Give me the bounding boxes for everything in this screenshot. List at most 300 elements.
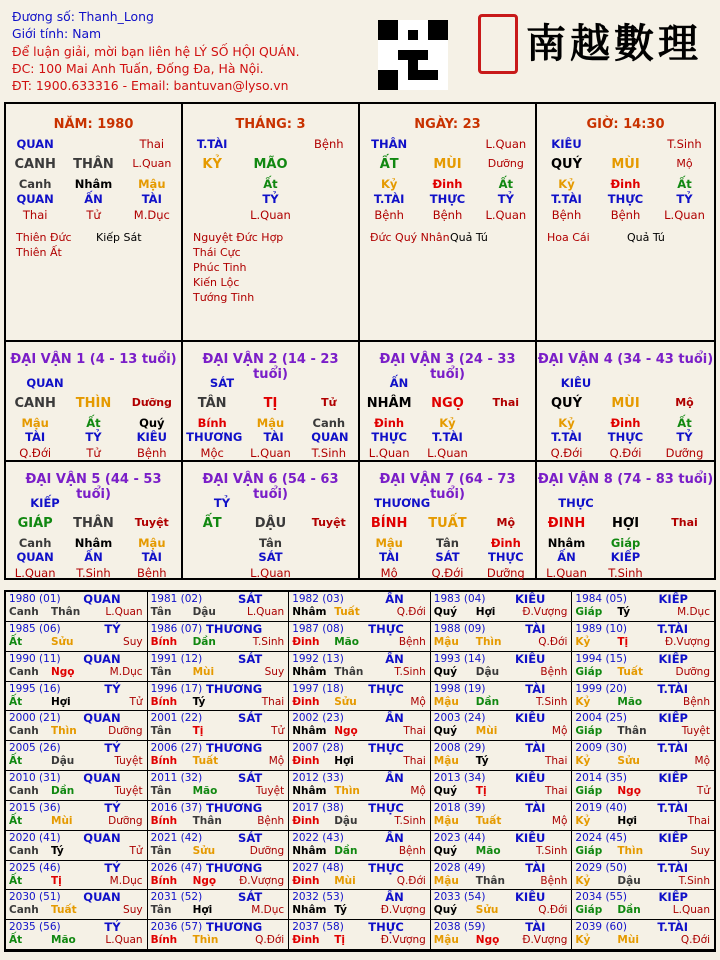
dai-van-title: ĐẠI VẬN 8 (74 - 83 tuổi) xyxy=(537,472,714,487)
year-stem: Kỷ xyxy=(575,635,591,648)
dai-van-status: Mộ xyxy=(675,396,694,409)
year-label: 1988 (09) xyxy=(433,622,486,635)
hidden-stem xyxy=(660,536,710,550)
pillar-branch-status xyxy=(304,157,354,172)
year-branch: Tị xyxy=(192,725,204,738)
hidden-god: ẤN xyxy=(84,550,103,564)
year-label: 2008 (29) xyxy=(433,742,486,755)
year-cell xyxy=(289,831,431,861)
year-god: THƯƠNG xyxy=(206,860,263,875)
hidden-status: Dưỡng xyxy=(665,446,704,460)
year-god: QUAN xyxy=(83,711,121,726)
year-cell xyxy=(289,592,431,622)
year-status: Tử xyxy=(129,695,143,708)
hidden-god: SÁT xyxy=(435,550,460,564)
hidden-status-row xyxy=(183,566,358,580)
hidden-god: TÀI xyxy=(263,430,284,444)
hidden-stem: Đinh xyxy=(610,416,641,430)
year-stem: Ất xyxy=(9,814,23,827)
year-status: Thai xyxy=(544,785,568,797)
year-god: SÁT xyxy=(238,592,263,606)
hidden-god: KIẾP xyxy=(610,550,641,564)
year-status: Tuyệt xyxy=(681,725,710,738)
hidden-god: TÀI xyxy=(25,430,46,444)
year-status: Đ.Vượng xyxy=(664,635,710,648)
hidden-stem xyxy=(187,536,237,550)
year-label: 2001 (22) xyxy=(150,712,203,725)
hidden-status: Q.Đới xyxy=(431,566,464,580)
hidden-stem: Canh xyxy=(18,536,52,550)
year-status: Thai xyxy=(403,755,426,768)
year-god: QUAN xyxy=(83,651,121,666)
hidden-stem xyxy=(304,177,354,191)
hidden-status xyxy=(481,446,531,460)
hidden-god-row xyxy=(183,192,358,206)
hidden-stem: Kỷ xyxy=(439,416,456,430)
year-label: 1995 (16) xyxy=(9,682,61,695)
hidden-status: Tử xyxy=(86,208,101,222)
spacer xyxy=(68,137,118,151)
year-god: SÁT xyxy=(238,651,263,666)
year-label: 2022 (43) xyxy=(292,831,344,844)
hidden-status xyxy=(187,208,237,222)
year-stem: Đinh xyxy=(292,635,320,648)
dai-van-cell xyxy=(360,462,537,580)
pillar-stem: KỶ xyxy=(202,157,222,172)
year-god: TÀI xyxy=(525,621,546,636)
year-branch: Thìn xyxy=(192,934,219,947)
year-god: KIẾP xyxy=(658,711,688,726)
hidden-god-row xyxy=(6,192,181,206)
star-label: Kiến Lộc xyxy=(193,276,240,289)
pillar-god: QUAN xyxy=(16,137,54,151)
year-branch: Mão xyxy=(334,635,359,648)
year-cell xyxy=(6,831,148,861)
year-branch: Tý xyxy=(51,844,64,857)
yearly-luck-grid xyxy=(4,590,716,952)
star-label: Kiếp Sát xyxy=(96,231,142,244)
year-branch: Tuất xyxy=(192,755,219,768)
dai-van-status: Tử xyxy=(321,396,337,409)
star-label: Thiên Đức xyxy=(16,231,72,244)
dai-van-title: ĐẠI VẬN 4 (34 - 43 tuổi) xyxy=(537,352,714,367)
dai-van-stem: QUÝ xyxy=(550,396,583,411)
dai-van-title: ĐẠI VẬN 2 (14 - 23 tuổi) xyxy=(202,352,339,382)
hidden-god-row xyxy=(360,430,535,444)
pillar-stars-left xyxy=(193,230,283,305)
year-label: 2025 (46) xyxy=(9,861,61,874)
dai-van-stem-row xyxy=(537,516,714,531)
year-cell xyxy=(289,890,431,920)
spacer xyxy=(422,137,472,151)
hidden-status xyxy=(660,566,710,580)
year-god: KIÊU xyxy=(515,651,546,666)
year-status: Thai xyxy=(403,725,426,738)
hidden-status: Thai xyxy=(22,208,48,222)
hidden-stem: Bính xyxy=(197,416,227,430)
year-cell xyxy=(148,861,290,891)
hidden-god: THỰC xyxy=(607,430,644,444)
year-branch: Hợi xyxy=(617,814,637,827)
pillar-title: NĂM: 1980 xyxy=(53,117,134,132)
hidden-stem-row xyxy=(183,177,358,191)
pillar-stars-left xyxy=(547,230,590,245)
year-god: ẤN xyxy=(385,651,404,666)
year-god: ẤN xyxy=(385,592,404,606)
dai-van-stem-row xyxy=(360,516,535,531)
hidden-status: T.Sinh xyxy=(608,566,643,580)
year-god: QUAN xyxy=(83,592,121,606)
year-stem: Bính xyxy=(150,695,178,708)
year-god: KIẾP xyxy=(658,830,688,845)
year-label: 1997 (18) xyxy=(292,682,344,695)
hidden-status-row xyxy=(6,208,181,222)
year-stem: Quý xyxy=(433,785,458,797)
year-branch: Tuất xyxy=(334,606,360,618)
year-label: 1989 (10) xyxy=(575,622,628,635)
spacer xyxy=(245,137,295,151)
year-branch: Ngọ xyxy=(51,665,75,678)
year-cell xyxy=(431,771,573,801)
year-status: Tuyệt xyxy=(114,785,143,797)
hidden-status: Mộ xyxy=(380,566,398,580)
hidden-status: Dưỡng xyxy=(486,566,525,580)
year-status: T.Sinh xyxy=(252,635,285,648)
dai-van-god-row xyxy=(537,376,714,390)
hidden-status: Bệnh xyxy=(374,208,404,222)
hidden-god xyxy=(187,550,237,564)
year-stem: Mậu xyxy=(433,814,459,827)
dai-van-title: ĐẠI VẬN 7 (64 - 73 tuổi) xyxy=(379,472,516,502)
year-cell xyxy=(431,831,573,861)
hidden-god: THỰC xyxy=(488,550,524,564)
year-status: Thai xyxy=(544,755,568,768)
brand-logo: 南越數理 xyxy=(526,20,702,67)
year-cell xyxy=(572,682,714,712)
year-cell xyxy=(289,622,431,652)
hidden-god xyxy=(481,430,531,444)
year-branch: Dần xyxy=(617,904,641,917)
year-label: 2017 (38) xyxy=(292,801,344,814)
dai-van-god: KIẾP xyxy=(30,496,60,510)
year-cell xyxy=(6,920,148,950)
hidden-god-row xyxy=(537,550,714,564)
dai-van-branch: NGỌ xyxy=(431,396,464,411)
year-label: 2028 (49) xyxy=(433,861,486,874)
year-branch: Thìn xyxy=(617,844,644,857)
dai-van-god-row xyxy=(537,496,714,510)
year-stem: Giáp xyxy=(575,785,603,797)
dai-van-cell xyxy=(360,342,537,460)
year-god: ẤN xyxy=(385,830,404,845)
hidden-status-row xyxy=(183,208,358,222)
year-status: Q.Đới xyxy=(396,874,426,887)
year-label: 2027 (48) xyxy=(292,861,344,874)
year-branch: Tị xyxy=(475,785,487,797)
year-cell xyxy=(148,652,290,682)
year-stem: Tân xyxy=(150,725,172,738)
year-god: THỰC xyxy=(368,621,404,636)
year-god: T.TÀI xyxy=(657,800,688,815)
year-branch: Ngọ xyxy=(475,934,500,947)
dai-van-branch: TUẤT xyxy=(428,516,467,531)
year-god: TỶ xyxy=(104,741,121,756)
hidden-stem: Đinh xyxy=(490,536,521,550)
hidden-status: L.Quan xyxy=(485,208,527,222)
year-branch: Ngọ xyxy=(334,725,358,738)
year-status: Mộ xyxy=(410,695,426,708)
hidden-stem-row xyxy=(183,416,358,430)
hidden-stem: Ất xyxy=(498,177,514,191)
year-cell xyxy=(431,920,573,950)
hidden-god: T.TÀI xyxy=(373,192,405,206)
pillar-stars-left xyxy=(16,230,72,260)
year-stem: Quý xyxy=(433,844,458,857)
dai-van-cell xyxy=(6,342,183,460)
year-label: 2033 (54) xyxy=(433,891,486,904)
pillar-stem-branch-row xyxy=(537,157,714,172)
year-status: T.Sinh xyxy=(678,874,710,887)
pillar-stars-right xyxy=(627,230,665,245)
hidden-god: TỶ xyxy=(676,192,693,206)
year-god: THỰC xyxy=(368,920,404,935)
dai-van-stem-row xyxy=(6,396,181,411)
year-label: 2012 (33) xyxy=(292,772,344,784)
dai-van-branch: MÙI xyxy=(611,396,640,411)
pillar-stem: CANH xyxy=(14,157,56,172)
year-cell xyxy=(289,771,431,801)
dai-van-title: ĐẠI VẬN 6 (54 - 63 tuổi) xyxy=(202,472,339,502)
year-stem: Giáp xyxy=(575,606,603,618)
year-stem: Ất xyxy=(9,695,23,708)
year-branch: Sửu xyxy=(192,844,216,857)
year-stem: Bính xyxy=(150,755,178,768)
dai-van-god-row xyxy=(360,376,535,390)
year-label: 2036 (57) xyxy=(150,921,203,934)
hidden-stem: Nhâm xyxy=(74,177,113,191)
year-status: M.Dục xyxy=(677,606,710,618)
hidden-god-row xyxy=(537,430,714,444)
year-label: 2030 (51) xyxy=(9,891,61,904)
dai-van-stem: TÂN xyxy=(197,396,227,411)
hidden-stem-row xyxy=(360,416,535,430)
year-stem: Kỷ xyxy=(575,755,591,768)
year-god: THƯƠNG xyxy=(206,741,263,756)
year-cell xyxy=(431,861,573,891)
year-label: 2003 (24) xyxy=(433,712,486,725)
dai-van-title: ĐẠI VẬN 5 (44 - 53 tuổi) xyxy=(25,472,162,502)
year-label: 2029 (50) xyxy=(575,861,628,874)
year-label: 1993 (14) xyxy=(433,652,486,665)
year-status: Q.Đới xyxy=(538,635,568,648)
hidden-status: Tử xyxy=(86,446,101,460)
year-branch: Tý xyxy=(475,755,489,768)
year-branch: Mão xyxy=(192,785,218,797)
pillar-branch: MÙI xyxy=(611,157,640,172)
hidden-stem: Ất xyxy=(677,177,692,191)
year-status: Mộ xyxy=(694,755,710,768)
year-stem: Kỷ xyxy=(575,934,591,947)
year-god: T.TÀI xyxy=(657,920,688,935)
year-cell xyxy=(148,771,290,801)
pillar-stars-left xyxy=(370,230,450,245)
dai-van-cell xyxy=(537,342,714,460)
year-label: 1983 (04) xyxy=(433,593,486,605)
pillar-cell xyxy=(6,104,183,340)
year-god: SÁT xyxy=(238,830,263,845)
year-branch: Dần xyxy=(334,844,358,857)
hidden-status: M.Dục xyxy=(133,208,170,222)
dai-van-branch: HỢI xyxy=(611,516,640,531)
year-god: T.TÀI xyxy=(657,681,688,696)
pillar-gods-row xyxy=(6,137,181,151)
year-cell xyxy=(6,801,148,831)
year-status: Đ.Vượng xyxy=(380,934,426,947)
pillar-gods-row xyxy=(183,137,358,151)
hidden-god-row xyxy=(6,430,181,444)
year-branch: Thân xyxy=(192,814,222,827)
year-stem: Nhâm xyxy=(292,844,327,857)
year-stem: Giáp xyxy=(575,904,603,917)
year-cell xyxy=(6,682,148,712)
star-label: Quả Tú xyxy=(450,231,488,244)
pillar-gods-row xyxy=(360,137,535,151)
hidden-god-row xyxy=(537,192,714,206)
year-branch: Mùi xyxy=(617,934,639,947)
pillar-god-status: T.Sinh xyxy=(667,137,702,151)
year-cell xyxy=(148,622,290,652)
dai-van-status: Mộ xyxy=(496,516,516,529)
year-branch: Tị xyxy=(334,934,345,947)
year-label: 2006 (27) xyxy=(150,742,203,755)
dai-van-stem-row xyxy=(537,396,714,411)
dai-van-god: THƯƠNG xyxy=(374,496,431,510)
year-status: M.Dục xyxy=(109,874,143,887)
year-branch: Mão xyxy=(51,934,76,947)
star-label: Phúc Tinh xyxy=(193,261,247,274)
year-branch: Tý xyxy=(617,606,631,618)
year-branch: Mùi xyxy=(192,665,215,678)
year-status: L.Quan xyxy=(246,606,285,618)
year-stem: Canh xyxy=(9,725,39,738)
year-stem: Đinh xyxy=(292,755,320,768)
star-label: Quả Tú xyxy=(627,231,665,244)
year-branch: Sửu xyxy=(475,904,499,917)
year-label: 1994 (15) xyxy=(575,652,628,665)
hidden-status xyxy=(187,566,237,580)
year-stem: Nhâm xyxy=(292,665,327,678)
hidden-god: TỶ xyxy=(262,192,279,206)
year-cell xyxy=(289,741,431,771)
year-branch: Dậu xyxy=(617,874,641,887)
year-branch: Tý xyxy=(334,904,347,917)
hidden-status: Q.Đới xyxy=(19,446,52,460)
hidden-status xyxy=(304,566,354,580)
year-label: 2002 (23) xyxy=(292,712,344,725)
year-status: L.Quan xyxy=(672,904,710,917)
hidden-god: ẤN xyxy=(557,550,576,564)
hidden-status: L.Quan xyxy=(250,208,291,222)
hidden-god: TỶ xyxy=(676,430,693,444)
year-god: ẤN xyxy=(385,711,404,726)
hidden-stem: Đinh xyxy=(610,177,641,191)
year-status: Q.Đới xyxy=(396,606,426,618)
year-label: 2000 (21) xyxy=(9,712,61,725)
pillar-god-status: Bệnh xyxy=(314,137,344,151)
year-stem: Bính xyxy=(150,874,178,887)
hidden-status-row xyxy=(360,208,535,222)
year-god: THƯƠNG xyxy=(206,920,263,935)
hidden-god: T.TÀI xyxy=(551,430,582,444)
year-god: KIẾP xyxy=(658,890,688,905)
pillar-gods-row xyxy=(537,137,714,151)
year-cell xyxy=(6,890,148,920)
year-branch: Dậu xyxy=(192,606,216,618)
dai-van-god: TỶ xyxy=(213,496,231,510)
year-stem: Đinh xyxy=(292,874,320,887)
year-god: KIÊU xyxy=(515,830,546,845)
hidden-status-row xyxy=(183,446,358,460)
year-god: KIẾP xyxy=(658,592,688,606)
year-cell xyxy=(6,592,148,622)
year-cell xyxy=(289,920,431,950)
year-stem: Kỷ xyxy=(575,695,591,708)
hidden-stem xyxy=(187,177,237,191)
year-stem: Mậu xyxy=(433,874,459,887)
year-stem: Tân xyxy=(150,665,172,678)
year-label: 1984 (05) xyxy=(575,593,628,605)
year-status: Mộ xyxy=(551,814,568,827)
year-stem: Ất xyxy=(9,934,23,947)
spacer xyxy=(601,137,651,151)
dai-van-god-row xyxy=(183,376,358,390)
dai-van-cell xyxy=(6,462,183,580)
hidden-stem xyxy=(304,536,354,550)
hidden-god-row xyxy=(6,550,181,564)
hidden-stem: Kỷ xyxy=(558,177,575,191)
year-branch: Tị xyxy=(51,874,62,887)
year-status: Dưỡng xyxy=(108,725,143,738)
year-status: T.Sinh xyxy=(394,665,426,678)
year-branch: Dậu xyxy=(51,755,75,768)
dai-van-cell xyxy=(183,342,360,460)
year-cell xyxy=(289,682,431,712)
dai-van-status: Tuyệt xyxy=(311,516,346,529)
year-label: 2026 (47) xyxy=(150,861,203,874)
hidden-status: Q.Đới xyxy=(609,446,642,460)
hidden-status-row xyxy=(360,446,535,460)
year-stem: Tân xyxy=(150,844,172,857)
dai-van-branch: THÂN xyxy=(73,516,114,531)
pillar-stars-right xyxy=(96,230,142,245)
hidden-status: L.Quan xyxy=(250,446,291,460)
year-status: Thai xyxy=(261,695,285,708)
year-status: Tử xyxy=(696,785,710,797)
year-branch: Dần xyxy=(192,635,216,648)
hidden-god-row xyxy=(360,192,535,206)
year-status: Q.Đới xyxy=(538,904,568,917)
year-god: ẤN xyxy=(385,771,404,785)
year-cell xyxy=(289,652,431,682)
hidden-status-row xyxy=(360,566,535,580)
hidden-status: Q.Đới xyxy=(550,446,583,460)
year-status: Dưỡng xyxy=(249,844,285,857)
hidden-stem-row xyxy=(360,536,535,550)
pillar-branch: MÃO xyxy=(253,157,288,172)
dai-van-status: Thai xyxy=(492,396,520,409)
year-cell xyxy=(572,711,714,741)
year-god: KIẾP xyxy=(658,771,688,785)
